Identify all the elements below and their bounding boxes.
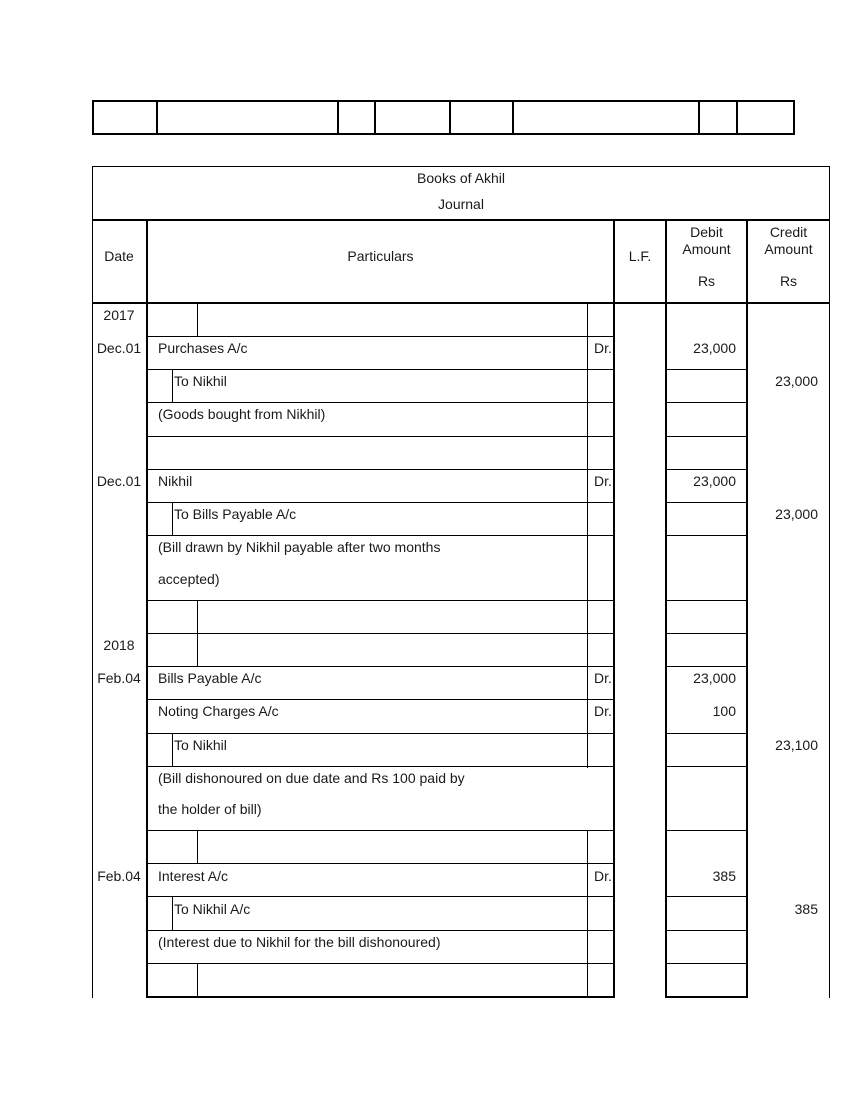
indent-divider	[172, 897, 173, 930]
row-line	[147, 863, 614, 864]
row-line	[147, 469, 614, 470]
credit-header-line1: Credit	[769, 224, 808, 240]
credit-amount: 23,100	[775, 737, 818, 753]
indent-divider	[172, 370, 173, 403]
debit-header-line2: Amount	[682, 241, 731, 257]
narration: (Goods bought from Nikhil)	[158, 406, 326, 422]
row-line	[147, 930, 614, 931]
credit-account: To Nikhil A/c	[174, 901, 251, 917]
narration: the holder of bill)	[158, 801, 262, 817]
debit-row-line	[666, 369, 747, 370]
debit-row-line	[666, 502, 747, 503]
debit-row-line	[666, 963, 747, 964]
dr-marker: Dr.	[594, 340, 612, 356]
debit-row-line	[666, 633, 747, 634]
row-line	[147, 402, 614, 403]
narration: (Bill drawn by Nikhil payable after two months	[158, 539, 441, 555]
dr-marker: Dr.	[594, 703, 612, 719]
debit-header-unit: Rs	[697, 273, 716, 289]
entry-date: Feb.04	[97, 670, 141, 686]
lf-header: L.F.	[628, 248, 652, 264]
entry-date: Dec.01	[96, 473, 142, 489]
year-label: 2018	[103, 637, 135, 653]
particulars-bottom	[146, 996, 615, 998]
credit-amount: 23,000	[775, 506, 818, 522]
title-separator	[92, 219, 830, 221]
table-border-top	[92, 166, 830, 167]
row-line	[147, 502, 614, 503]
particulars-header: Particulars	[347, 248, 414, 264]
debit-account: Interest A/c	[158, 868, 229, 884]
row-line	[147, 766, 614, 767]
credit-header-unit: Rs	[779, 273, 798, 289]
row-line	[147, 369, 614, 370]
dr-marker: Dr.	[594, 473, 612, 489]
debit-row-line	[666, 896, 747, 897]
header-separator	[92, 302, 830, 304]
indent-divider	[197, 831, 198, 864]
debit-row-line	[666, 830, 747, 831]
debit-amount: 385	[712, 868, 736, 884]
row-line	[147, 436, 614, 437]
narration: (Interest due to Nikhil for the bill dishonoured)	[158, 934, 441, 950]
debit-row-line	[666, 469, 747, 470]
entry-date: Feb.04	[97, 868, 141, 884]
strip-divider	[374, 100, 376, 135]
debit-account: Noting Charges A/c	[158, 703, 279, 719]
debit-row-line	[666, 733, 747, 734]
strip-divider	[736, 100, 738, 135]
indent-divider	[197, 304, 198, 337]
year-label: 2017	[103, 307, 135, 323]
indent-divider	[197, 963, 198, 998]
row-line	[147, 830, 614, 831]
indent-divider	[172, 734, 173, 767]
strip-border-top	[92, 100, 795, 102]
strip-divider	[449, 100, 451, 135]
debit-amount: 23,000	[693, 670, 736, 686]
debit-row-line	[666, 535, 747, 536]
debit-row-line	[666, 666, 747, 667]
row-line	[147, 535, 614, 536]
debit-account: Nikhil	[158, 473, 193, 489]
dr-marker: Dr.	[594, 868, 612, 884]
dr-marker: Dr.	[594, 670, 612, 686]
entry-date: Dec.01	[96, 340, 142, 356]
credit-header-line2: Amount	[764, 241, 813, 257]
debit-row-line	[666, 436, 747, 437]
credit-account: To Bills Payable A/c	[174, 506, 297, 522]
journal-subtitle: Journal	[438, 196, 484, 212]
row-line	[147, 336, 614, 337]
debit-account: Bills Payable A/c	[158, 670, 262, 686]
dr-column-divider	[587, 831, 588, 998]
row-line	[147, 733, 614, 734]
debit-column-divider	[746, 220, 748, 998]
strip-divider	[156, 100, 158, 135]
row-line	[147, 666, 614, 667]
strip-divider	[92, 100, 94, 135]
strip-divider	[793, 100, 795, 135]
credit-account: To Nikhil	[174, 737, 227, 753]
debit-row-line	[666, 600, 747, 601]
credit-amount: 23,000	[775, 373, 818, 389]
debit-account: Purchases A/c	[158, 340, 248, 356]
narration: (Bill dishonoured on due date and Rs 100 paid by	[158, 770, 465, 786]
row-line	[147, 699, 614, 700]
debit-amount: 23,000	[693, 340, 736, 356]
narration: accepted)	[158, 571, 220, 587]
debit-row-line	[666, 766, 747, 767]
indent-divider	[172, 503, 173, 536]
row-line	[147, 896, 614, 897]
strip-divider	[698, 100, 700, 135]
debit-bottom	[665, 996, 748, 998]
table-border-right	[829, 166, 830, 998]
row-line	[147, 963, 614, 964]
date-header: Date	[104, 248, 134, 264]
books-title: Books of Akhil	[417, 170, 505, 186]
strip-divider	[337, 100, 339, 135]
debit-row-line	[666, 930, 747, 931]
debit-amount: 100	[712, 703, 736, 719]
debit-header-line1: Debit	[690, 224, 723, 240]
debit-amount: 23,000	[693, 473, 736, 489]
credit-account: To Nikhil	[174, 373, 227, 389]
row-line	[147, 600, 614, 601]
strip-divider	[512, 100, 514, 135]
indent-divider	[197, 601, 198, 667]
row-line	[147, 633, 614, 634]
debit-row-line	[666, 402, 747, 403]
strip-border-bottom	[92, 133, 795, 135]
credit-amount: 385	[794, 901, 818, 917]
